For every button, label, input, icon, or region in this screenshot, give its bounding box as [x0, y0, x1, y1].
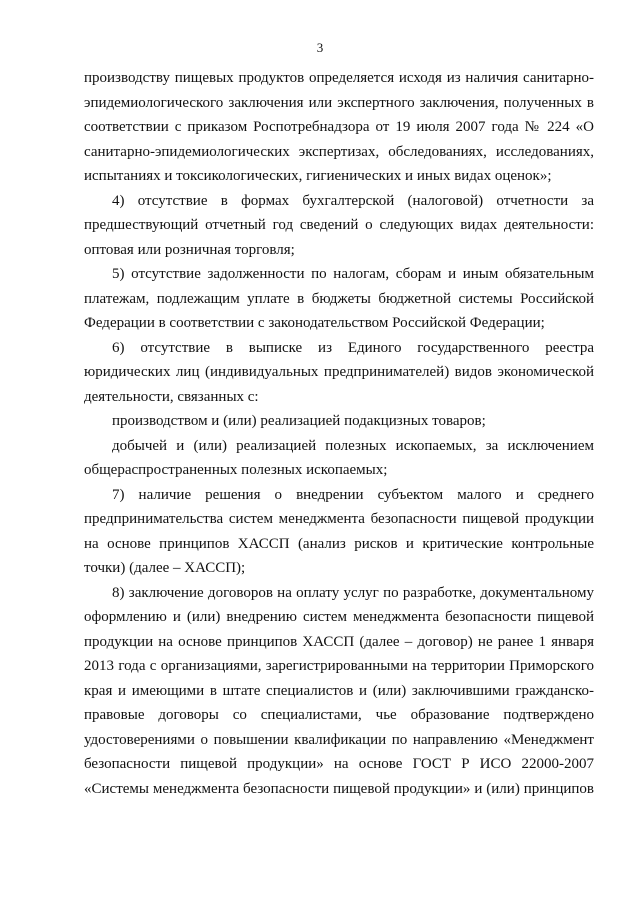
text-line: предпринимательства систем менеджмента безопасности пищевой продукции — [84, 511, 594, 527]
text-line: деятельности, связанных с: — [84, 388, 259, 405]
text-line: испытаниях и токсикологических, гигиенических и иных видах оценок»; — [84, 168, 552, 184]
text-line: 6) отсутствие в выписке из Единого государственного реестра — [112, 339, 594, 356]
text-line: 4) отсутствие в формах бухгалтерской (налоговой) отчетности за — [112, 192, 594, 209]
text-line: производству пищевых продуктов определяется исходя из наличия санитарно- — [84, 70, 594, 86]
text-line: юридических лиц (индивидуальных предпринимателей) видов экономической — [84, 364, 594, 380]
text-line: оптовая или розничная торговля; — [84, 241, 295, 258]
text-line: санитарно-эпидемиологических экспертизах, обследованиях, исследованиях, — [84, 143, 594, 160]
text-line: правовые договоры со специалистами, чье образование подтверждено — [84, 707, 594, 723]
text-line: на основе принципов ХАССП (анализ рисков и критические контрольные — [84, 535, 594, 552]
text-line: 8) заключение договоров на оплату услуг по разработке, документальному — [112, 584, 594, 601]
text-line: безопасности пищевой продукции» на основе ГОСТ Р ИСО 22000-2007 — [84, 756, 594, 772]
text-line: «Системы менеджмента безопасности пищевой продукции» и (или) принципов — [84, 780, 594, 797]
text-line: точки) (далее – ХАССП); — [84, 560, 246, 576]
text-line: Федерации в соответствии с законодательством Российской Федерации; — [84, 315, 545, 331]
text-line: края и имеющими в штате специалистов и (или) заключившими гражданско- — [84, 682, 594, 699]
page-number: 3 — [316, 40, 324, 55]
text-line: удостоверениями о повышении квалификации по направлению «Менеджмент — [84, 731, 594, 748]
document-body — [84, 66, 594, 801]
text-line: производством и (или) реализацией подакцизных товаров; — [112, 413, 486, 429]
text-line: 5) отсутствие задолженности по налогам, сборам и иным обязательным — [112, 266, 594, 282]
text-line: соответствии с приказом Роспотребнадзора от 19 июля 2007 года № 224 «О — [84, 119, 594, 135]
text-line: платежам, подлежащим уплате в бюджеты бюджетной системы Российской — [84, 290, 594, 307]
text-line: добычей и (или) реализацией полезных ископаемых, за исключением — [112, 437, 594, 454]
text-line: продукции на основе принципов ХАССП (далее – договор) не ранее 1 января — [84, 633, 594, 650]
text-line: эпидемиологического заключения или экспертного заключения, полученных в — [84, 94, 594, 111]
text-line: предшествующий отчетный год сведений о следующих видах деятельности: — [84, 217, 594, 233]
text-line: общераспространенных полезных ископаемых; — [84, 462, 388, 478]
text-line: 2013 года с организациями, зарегистрированными на территории Приморского — [84, 658, 594, 674]
text-line: оформлению и (или) внедрению систем менеджмента безопасности пищевой — [84, 609, 594, 625]
text-line: 7) наличие решения о внедрении субъектом малого и среднего — [112, 486, 594, 503]
